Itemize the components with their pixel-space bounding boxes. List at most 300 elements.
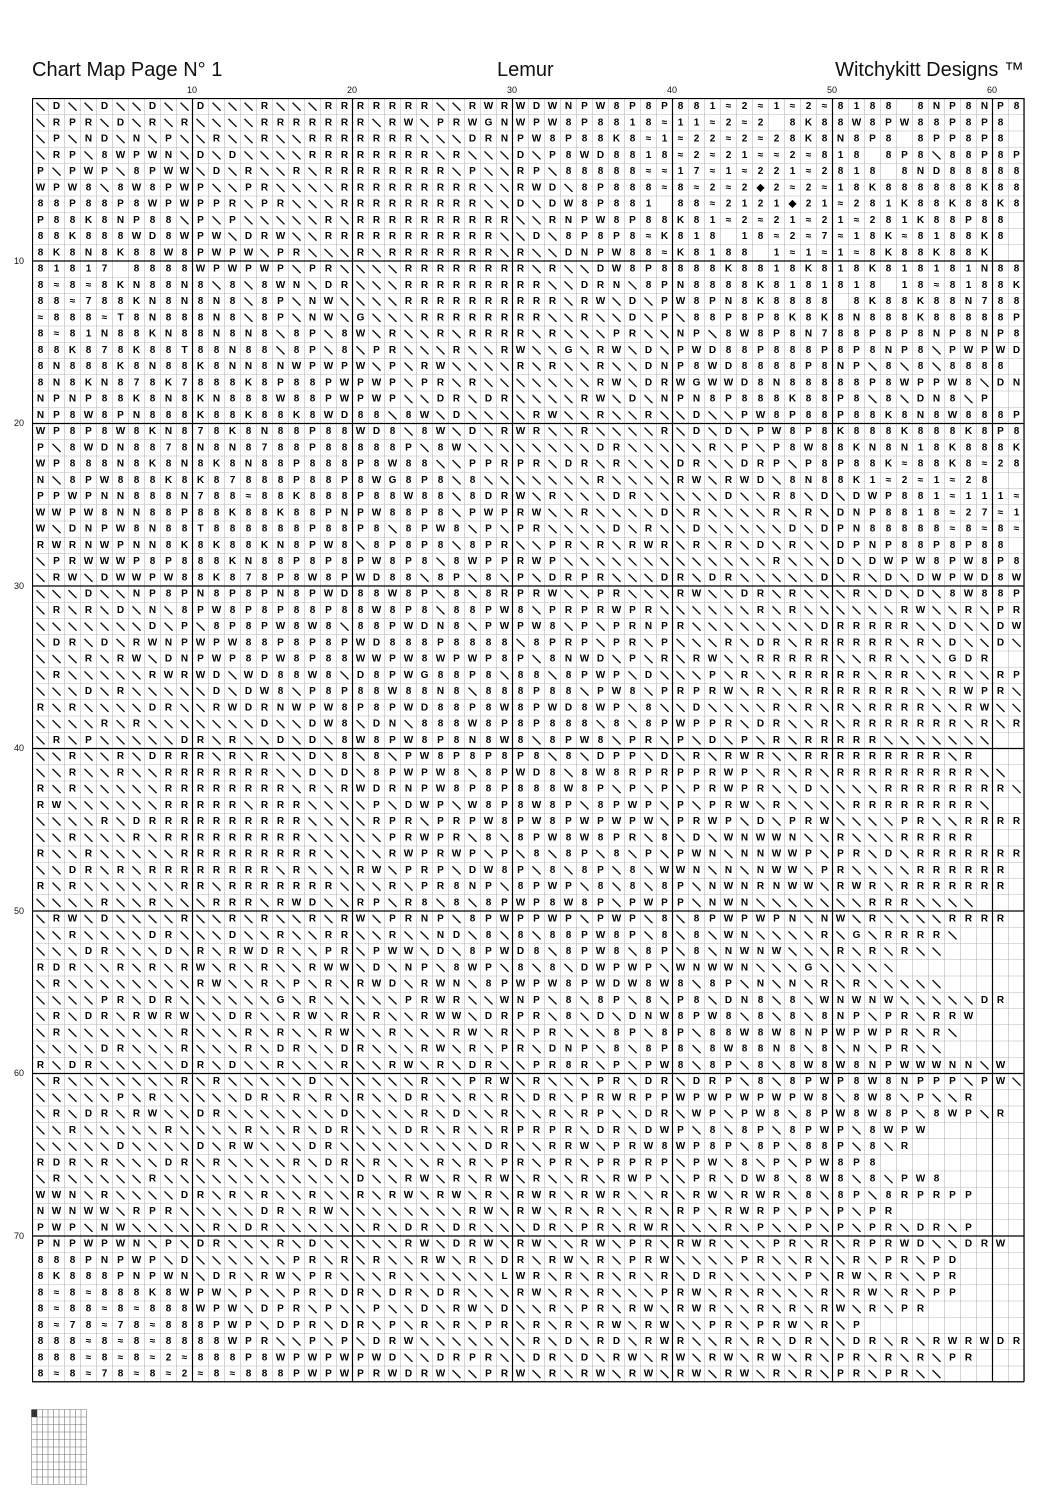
stitch-symbol: 8 [453,686,460,698]
stitch-symbol [917,915,925,923]
grid-legend [31,1409,87,1485]
stitch-symbol [37,931,45,939]
stitch-symbol: 8 [69,263,76,275]
stitch-symbol: W [707,1092,718,1104]
stitch-symbol [373,996,381,1004]
stitch-symbol: 8 [405,686,412,698]
stitch-symbol [277,720,285,728]
stitch-symbol: W [339,377,350,389]
stitch-symbol: 8 [229,491,236,503]
stitch-symbol [37,119,45,127]
stitch-symbol: 8 [37,1287,44,1299]
stitch-symbol [405,1256,413,1264]
stitch-symbol [565,493,573,501]
stitch-symbol [469,1273,477,1281]
stitch-symbol: 1 [997,491,1004,503]
stitch-symbol: P [677,897,684,909]
stitch-symbol [565,298,573,306]
stitch-symbol [805,899,813,907]
stitch-symbol: P [53,458,60,470]
stitch-symbol: R [164,767,173,779]
stitch-symbol [677,1191,685,1199]
stitch-symbol [501,411,509,419]
stitch-symbol: ≈ [149,1352,156,1364]
stitch-symbol: D [452,929,461,941]
stitch-symbol: W [963,686,974,698]
stitch-symbol [965,395,973,403]
stitch-symbol: R [276,1206,285,1218]
stitch-symbol: W [547,913,558,925]
stitch-symbol: 8 [133,474,140,486]
stitch-symbol: 8 [453,734,460,746]
stitch-symbol [917,1029,925,1037]
stitch-symbol: W [147,1108,158,1120]
stitch-symbol [789,623,797,631]
stitch-symbol: R [516,1189,525,1201]
stitch-symbol [901,1094,909,1102]
stitch-symbol [469,1013,477,1021]
stitch-symbol: R [260,913,269,925]
stitch-symbol [309,1110,317,1118]
stitch-symbol: R [180,783,189,795]
stitch-symbol [373,1078,381,1086]
stitch-symbol: 2 [997,458,1004,470]
stitch-symbol [773,1289,781,1297]
stitch-symbol: N [196,588,205,600]
stitch-symbol: K [980,247,989,259]
stitch-symbol: ≈ [117,1336,124,1348]
stitch-symbol [565,1370,573,1378]
stitch-symbol [709,493,717,501]
stitch-symbol: R [100,897,109,909]
stitch-symbol: R [580,507,589,519]
stitch-symbol [165,899,173,907]
stitch-symbol: R [772,767,781,779]
stitch-symbol: P [581,214,588,226]
stitch-symbol: ≈ [37,312,44,324]
stitch-symbol: R [84,864,93,876]
stitch-symbol: 1 [917,442,924,454]
stitch-symbol: W [611,604,622,616]
stitch-symbol [325,1191,333,1199]
stitch-symbol: 8 [709,978,716,990]
stitch-symbol: R [868,718,877,730]
stitch-symbol: W [771,848,782,860]
stitch-symbol: 8 [341,718,348,730]
stitch-symbol [629,1078,637,1086]
stitch-symbol: D [692,409,701,421]
stitch-symbol [341,216,349,224]
stitch-symbol [133,996,141,1004]
stitch-symbol: R [900,1189,909,1201]
stitch-symbol [85,801,93,809]
stitch-symbol: R [52,1108,61,1120]
stitch-symbol: N [132,279,141,291]
stitch-symbol: 8 [69,474,76,486]
stitch-symbol: R [164,864,173,876]
stitch-symbol: 8 [821,442,828,454]
stitch-symbol [213,1208,221,1216]
stitch-symbol: P [933,1287,940,1299]
stitch-symbol: W [771,1027,782,1039]
stitch-symbol: W [739,328,750,340]
stitch-symbol: P [341,361,348,373]
stitch-symbol: R [900,929,909,941]
stitch-symbol [117,736,125,744]
stitch-symbol: P [821,864,828,876]
stitch-symbol: 8 [133,361,140,373]
stitch-symbol: 8 [661,1027,668,1039]
stitch-symbol: 8 [165,588,172,600]
stitch-symbol: ≈ [661,182,668,194]
stitch-symbol: P [421,767,428,779]
stitch-symbol: R [692,816,701,828]
stitch-symbol: K [244,377,253,389]
stitch-symbol: 8 [773,312,780,324]
stitch-symbol: 8 [789,1076,796,1088]
stitch-symbol [533,606,541,614]
stitch-symbol [101,801,109,809]
stitch-symbol: N [740,929,749,941]
stitch-symbol: P [517,864,524,876]
stitch-symbol: P [565,799,572,811]
stitch-symbol: N [772,881,781,893]
stitch-symbol: 8 [581,133,588,145]
stitch-symbol: W [275,621,286,633]
stitch-symbol [229,688,237,696]
stitch-symbol: R [468,1092,477,1104]
stitch-symbol: R [820,1303,829,1315]
stitch-symbol [597,1143,605,1151]
stitch-symbol: R [596,409,605,421]
stitch-symbol [805,590,813,598]
stitch-symbol: 2 [741,182,748,194]
stitch-symbol: K [132,296,141,308]
stitch-symbol: R [340,198,349,210]
stitch-symbol: 8 [149,182,156,194]
stitch-symbol: R [932,767,941,779]
stitch-symbol: R [548,1092,557,1104]
pattern-name: Lemur [497,59,554,81]
stitch-symbol: P [549,149,556,161]
stitch-symbol: 8 [933,507,940,519]
stitch-symbol: D [436,1352,445,1364]
stitch-symbol: R [724,1206,733,1218]
stitch-symbol: R [708,767,717,779]
stitch-symbol [581,590,589,598]
stitch-symbol: R [932,832,941,844]
stitch-symbol: D [324,279,333,291]
stitch-symbol: N [52,377,61,389]
stitch-symbol: R [868,734,877,746]
stitch-symbol: 8 [789,442,796,454]
stitch-symbol: 8 [261,377,268,389]
stitch-symbol [661,671,669,679]
stitch-symbol [469,1126,477,1134]
stitch-symbol [421,330,429,338]
stitch-symbol: D [564,458,573,470]
stitch-symbol: P [405,864,412,876]
stitch-symbol: N [180,279,189,291]
stitch-symbol [645,444,653,452]
stitch-symbol: 8 [69,442,76,454]
stitch-symbol: 1 [773,247,780,259]
stitch-symbol: W [163,247,174,259]
stitch-symbol: P [661,1092,668,1104]
stitch-symbol: 8 [373,702,380,714]
stitch-symbol: R [852,621,861,633]
stitch-symbol: 8 [597,117,604,129]
stitch-symbol: N [164,328,173,340]
stitch-symbol [821,541,829,549]
stitch-symbol: K [868,263,877,275]
stitch-symbol: W [739,1206,750,1218]
stitch-symbol: P [37,491,44,503]
stitch-symbol: R [932,751,941,763]
stitch-symbol: D [388,978,397,990]
stitch-symbol: P [357,1352,364,1364]
stitch-symbol: P [933,1076,940,1088]
stitch-symbol: W [531,799,542,811]
stitch-symbol [501,574,509,582]
stitch-symbol: R [948,669,957,681]
stitch-symbol: P [757,1124,764,1136]
stitch-symbol: P [773,328,780,340]
stitch-symbol [101,1143,109,1151]
stitch-symbol [645,1029,653,1037]
stitch-symbol: W [723,783,734,795]
stitch-symbol: 8 [805,296,812,308]
stitch-symbol: N [100,328,109,340]
stitch-symbol: R [916,1352,925,1364]
stitch-symbol: W [755,409,766,421]
stitch-symbol: W [227,637,238,649]
stitch-symbol: 8 [245,442,252,454]
stitch-symbol: R [436,881,445,893]
stitch-symbol: N [244,328,253,340]
stitch-symbol [933,688,941,696]
stitch-symbol [213,1013,221,1021]
stitch-symbol: 8 [821,377,828,389]
stitch-symbol [357,964,365,972]
stitch-symbol: ≈ [757,133,764,145]
stitch-symbol: 8 [261,458,268,470]
stitch-symbol [277,1013,285,1021]
stitch-symbol: R [276,198,285,210]
stitch-symbol: 8 [1013,296,1020,308]
stitch-symbol [549,346,557,354]
stitch-symbol [85,1126,93,1134]
stitch-symbol: 8 [293,507,300,519]
stitch-symbol: R [836,881,845,893]
stitch-symbol: 8 [517,881,524,893]
stitch-symbol [709,1224,717,1232]
stitch-symbol: P [85,393,92,405]
stitch-symbol: 8 [69,328,76,340]
stitch-symbol: 8 [325,458,332,470]
stitch-symbol [693,1224,701,1232]
stitch-symbol [277,964,285,972]
stitch-symbol: 8 [453,767,460,779]
stitch-symbol: P [261,653,268,665]
stitch-symbol: 8 [373,734,380,746]
stitch-symbol [869,1191,877,1199]
stitch-symbol: R [980,653,989,665]
stitch-symbol [165,1224,173,1232]
stitch-symbol: 8 [485,897,492,909]
stitch-symbol: N [276,588,285,600]
stitch-symbol: R [580,426,589,438]
stitch-symbol: 8 [693,214,700,226]
stitch-symbol [661,411,669,419]
stitch-symbol [197,1029,205,1037]
stitch-symbol: P [693,767,700,779]
stitch-symbol: R [532,279,541,291]
stitch-symbol: 8 [885,361,892,373]
stitch-symbol [693,558,701,566]
stitch-symbol [725,1126,733,1134]
stitch-symbol: W [659,1059,670,1071]
stitch-symbol: ≈ [741,117,748,129]
stitch-symbol: P [853,1157,860,1169]
stitch-symbol: P [197,198,204,210]
stitch-symbol [197,1013,205,1021]
stitch-symbol: R [212,1157,221,1169]
stitch-symbol [853,1143,861,1151]
stitch-symbol [837,1256,845,1264]
stitch-symbol: 8 [693,312,700,324]
stitch-symbol: R [308,783,317,795]
stitch-symbol: P [613,669,620,681]
stitch-symbol [149,834,157,842]
stitch-symbol: 8 [389,637,396,649]
stitch-symbol [405,720,413,728]
stitch-symbol [133,753,141,761]
stitch-symbol [869,850,877,858]
stitch-symbol: ≈ [1013,491,1020,503]
stitch-symbol: W [691,848,702,860]
stitch-symbol [85,980,93,988]
stitch-symbol [53,168,61,176]
stitch-symbol: R [388,344,397,356]
stitch-symbol: 8 [373,458,380,470]
stitch-symbol: 1 [933,474,940,486]
stitch-symbol: D [676,458,685,470]
stitch-symbol [405,1305,413,1313]
stitch-symbol: R [980,864,989,876]
stitch-symbol: 8 [501,864,508,876]
stitch-symbol: P [37,214,44,226]
stitch-symbol: 8 [789,328,796,340]
stitch-symbol [517,216,525,224]
stitch-symbol [149,883,157,891]
stitch-symbol: 8 [837,117,844,129]
stitch-symbol: P [949,1189,956,1201]
stitch-symbol: 8 [245,539,252,551]
stitch-symbol [725,1273,733,1281]
stitch-symbol [309,216,317,224]
stitch-symbol: R [388,1189,397,1201]
stitch-symbol: P [517,458,524,470]
stitch-symbol [709,931,717,939]
stitch-symbol [597,558,605,566]
stitch-symbol [933,704,941,712]
stitch-symbol [581,363,589,371]
stitch-symbol [645,753,653,761]
stitch-symbol: D [340,1287,349,1299]
stitch-symbol: R [804,1368,813,1380]
stitch-symbol [469,996,477,1004]
stitch-symbol: W [211,247,222,259]
stitch-symbol [53,476,61,484]
stitch-symbol: P [213,1319,220,1331]
stitch-symbol: ≈ [773,231,780,243]
stitch-symbol: 8 [981,539,988,551]
stitch-symbol: N [36,1206,45,1218]
stitch-symbol [629,444,637,452]
stitch-symbol [261,1078,269,1086]
stitch-symbol [981,1110,989,1118]
stitch-symbol: W [163,166,174,178]
stitch-symbol: K [884,458,893,470]
stitch-symbol [789,1159,797,1167]
stitch-symbol: R [612,588,621,600]
stitch-symbol: R [596,1254,605,1266]
stitch-symbol: R [260,117,269,129]
stitch-symbol: R [564,637,573,649]
stitch-symbol: P [437,799,444,811]
stitch-symbol: R [404,182,413,194]
stitch-symbol: D [452,1108,461,1120]
stitch-symbol: P [741,442,748,454]
stitch-symbol [293,298,301,306]
stitch-symbol [933,1094,941,1102]
stitch-symbol [37,558,45,566]
stitch-symbol [517,1338,525,1346]
stitch-symbol [773,785,781,793]
stitch-symbol [101,980,109,988]
stitch-symbol: D [308,1076,317,1088]
stitch-symbol: 8 [117,474,124,486]
stitch-symbol: ≈ [901,231,908,243]
stitch-symbol: R [420,263,429,275]
stitch-symbol: W [403,767,414,779]
stitch-symbol: R [484,279,493,291]
stitch-symbol: R [260,1092,269,1104]
stitch-symbol: D [84,686,93,698]
stitch-symbol: R [180,799,189,811]
stitch-symbol: 8 [597,166,604,178]
stitch-symbol [421,574,429,582]
stitch-symbol [549,850,557,858]
stitch-symbol: R [516,296,525,308]
stitch-symbol: 8 [981,166,988,178]
stitch-symbol [453,866,461,874]
stitch-symbol: R [500,344,509,356]
stitch-symbol: W [355,361,366,373]
stitch-symbol [773,753,781,761]
stitch-symbol: 8 [1013,458,1020,470]
stitch-symbol [421,135,429,143]
stitch-symbol: W [803,881,814,893]
stitch-symbol: N [900,1076,909,1088]
stitch-symbol: N [436,686,445,698]
stitch-symbol: D [916,572,925,584]
stitch-symbol: P [565,913,572,925]
stitch-symbol: D [644,1124,653,1136]
stitch-symbol: 8 [453,881,460,893]
stitch-symbol: R [916,718,925,730]
